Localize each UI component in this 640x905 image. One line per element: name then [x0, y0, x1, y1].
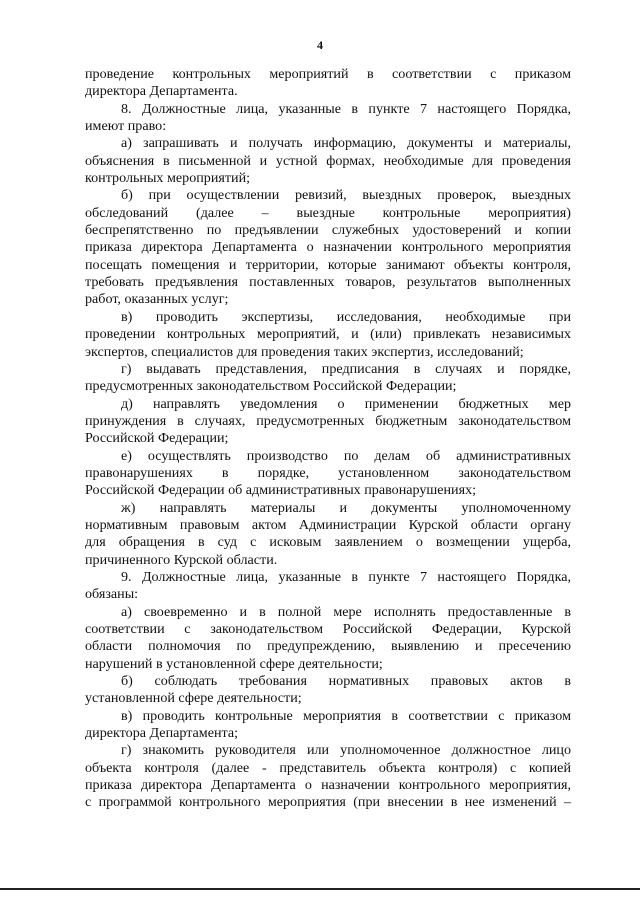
bottom-scan-border: [0, 888, 640, 890]
text-line: Российской Федерации об административных правонарушениях;: [85, 482, 477, 499]
text-line: б) соблюдать требования нормативных правовых актов в: [121, 673, 571, 690]
text-line: директора Департамента;: [85, 725, 239, 742]
text-line: обследований (далее – выездные контрольные мероприятия): [85, 204, 571, 221]
text-line: нормативным правовым актом Администрации Курской области органу: [85, 516, 571, 533]
text-line: с программой контрольного мероприятия (при внесении в нее изменений –: [85, 794, 571, 811]
text-line: б) при осуществлении ревизий, выездных проверок, выездных: [121, 187, 571, 204]
text-line: области полномочия по предупреждению, выявлению и пресечению: [85, 638, 571, 655]
text-line: имеют право:: [85, 118, 167, 135]
text-line: г) знакомить руководителя или уполномоченное должностное лицо: [121, 742, 571, 759]
document-body: [85, 66, 571, 812]
text-line: причиненного Курской области.: [85, 551, 278, 568]
text-line: нарушений в установленной сфере деятельности;: [85, 655, 383, 672]
text-line: принуждения в случаях, предусмотренных бюджетным законодательством: [85, 412, 571, 429]
text-line: 9. Должностные лица, указанные в пункте 7 настоящего Порядка,: [121, 568, 571, 585]
text-line: беспрепятственно по предъявлении служебных удостоверений и копии: [85, 222, 571, 239]
text-line: г) выдавать представления, предписания в случаях и порядке,: [121, 360, 571, 377]
text-line: а) запрашивать и получать информацию, документы и материалы,: [121, 135, 571, 152]
text-line: объекта контроля (далее - представитель объекта контроля) с копией: [85, 759, 571, 776]
text-line: а) своевременно и в полной мере исполнять предоставленные в: [121, 603, 571, 620]
text-line: в) проводить экспертизы, исследования, необходимые при: [121, 308, 571, 325]
text-line: правонарушениях в порядке, установленном законодательством: [85, 464, 571, 481]
text-line: в) проводить контрольные мероприятия в соответствии с приказом: [121, 707, 571, 724]
text-line: приказа директора Департамента о назначении контрольного мероприятия: [85, 239, 571, 256]
text-line: соответствии с законодательством Российской Федерации, Курской: [85, 621, 571, 637]
text-line: установленной сфере деятельности;: [85, 690, 302, 707]
text-line: обязаны:: [85, 586, 139, 603]
text-line: ж) направлять материалы и документы уполномоченному: [121, 499, 571, 516]
text-line: директора Департамента.: [85, 83, 238, 100]
text-line: для обращения в суд с исковым заявлением о возмещении ущерба,: [85, 534, 571, 551]
text-line: объяснения в письменной и устной формах, необходимые для проведения: [85, 152, 571, 169]
text-line: е) осуществлять производство по делам об административных: [121, 447, 571, 464]
text-line: экспертов, специалистов для проведения таких экспертиз, исследований;: [85, 343, 524, 360]
text-line: требовать предъявления поставленных товаров, результатов выполненных: [85, 274, 571, 291]
text-line: Российской Федерации;: [85, 430, 229, 447]
text-line: 8. Должностные лица, указанные в пункте 7 настоящего Порядка,: [121, 100, 571, 117]
text-line: приказа директора Департамента о назначении контрольного мероприятия,: [85, 777, 571, 794]
text-line: предусмотренных законодательством Российской Федерации;: [85, 378, 457, 395]
page-number: 4: [317, 38, 323, 52]
text-line: проведении контрольных мероприятий, и (или) привлекать независимых: [85, 326, 571, 343]
text-line: работ, оказанных услуг;: [85, 291, 229, 308]
text-line: контрольных мероприятий;: [85, 170, 251, 187]
text-line: д) направлять уведомления о применении бюджетных мер: [121, 395, 571, 412]
text-line: посещать помещения и территории, которые занимают объекты контроля,: [85, 256, 571, 273]
text-line: проведение контрольных мероприятий в соответствии с приказом: [85, 66, 571, 82]
